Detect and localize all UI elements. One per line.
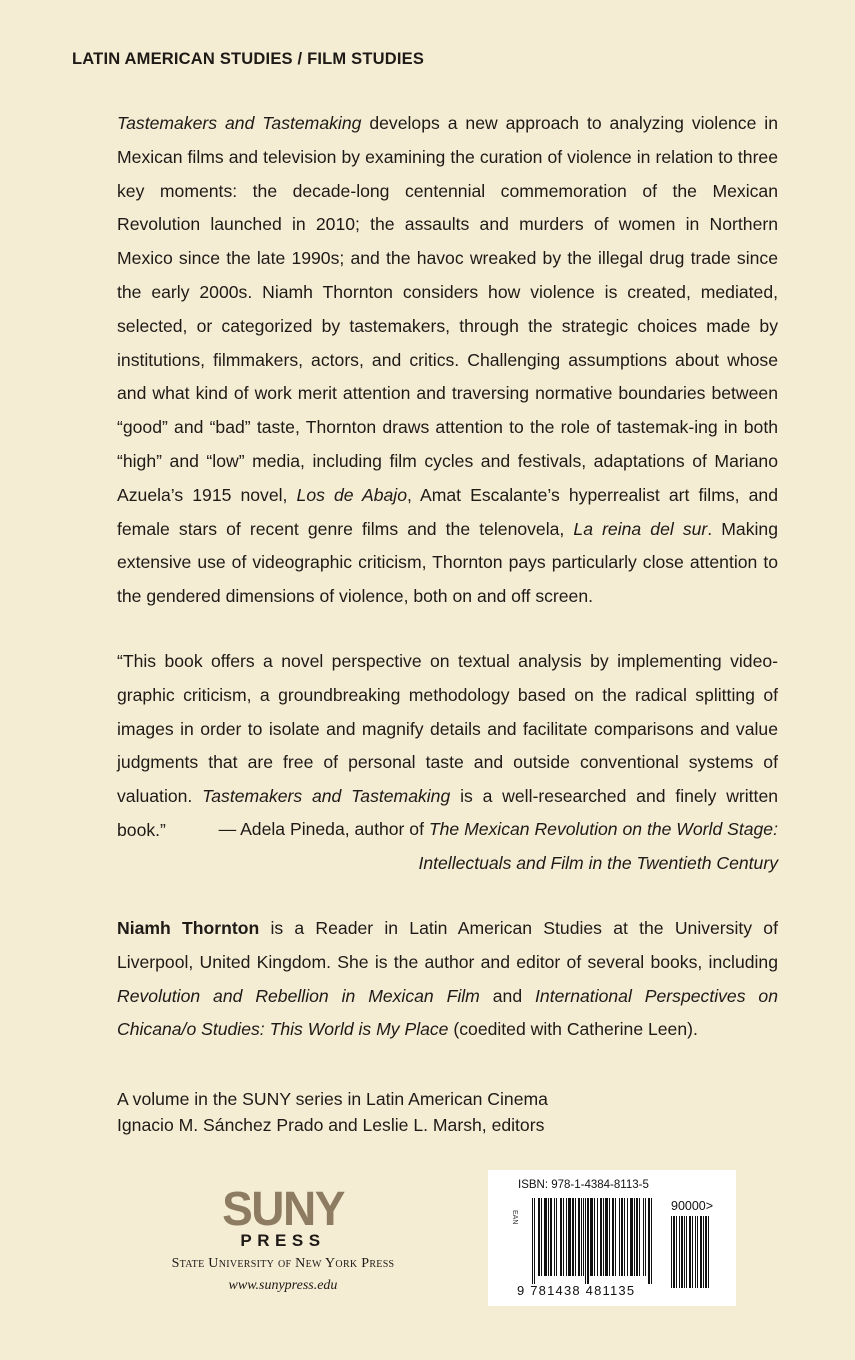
series-line-2: Ignacio M. Sánchez Prado and Leslie L. Marsh, editors (117, 1115, 545, 1135)
barcode-bar (590, 1198, 593, 1276)
barcode-bar (686, 1216, 687, 1288)
barcode-bar (563, 1198, 564, 1276)
isbn-label: ISBN: 978-1-4384-8113-5 (518, 1179, 649, 1191)
author-bio (117, 912, 778, 1047)
bio-text-2: and (479, 985, 536, 1006)
barcode-bar (572, 1198, 574, 1276)
barcode-bar (603, 1198, 604, 1276)
barcode-bar (538, 1198, 540, 1276)
barcode-bar (605, 1198, 608, 1276)
book-description (117, 107, 778, 614)
ean-barcode-bars (532, 1198, 662, 1284)
bio-book-2: International Perspectives on Chicana/o Studies: This World is My Place (117, 985, 778, 1040)
barcode-bar (708, 1216, 709, 1288)
bio-book-1: Revolution and Rebellion in Mexican Film (117, 985, 480, 1006)
barcode-bar (700, 1216, 702, 1288)
publisher-website: www.sunypress.edu (228, 1278, 338, 1293)
barcode-bar (703, 1216, 704, 1288)
quote-attribution (117, 813, 778, 881)
barcode-bar (621, 1198, 623, 1276)
barcode-bar (560, 1198, 562, 1276)
barcode-bar (705, 1216, 707, 1288)
bio-text-1: is a Reader in Latin American Studies at the University of Liverpool, United Kingdom. She is the author and editor of several books, including (117, 918, 778, 972)
barcode-bar (639, 1198, 640, 1276)
barcode-bar (597, 1198, 598, 1276)
barcode-bar (689, 1216, 691, 1288)
price-code: 90000> (671, 1199, 714, 1213)
barcode-bar (532, 1198, 533, 1284)
barcode-bar (671, 1216, 672, 1288)
barcode-bar (643, 1198, 644, 1276)
barcode-bar (679, 1216, 680, 1288)
barcode-bar (648, 1198, 650, 1284)
logo-press-word: PRESS (240, 1231, 326, 1250)
barcode-bar (585, 1198, 586, 1284)
barcode-bar (681, 1216, 683, 1288)
description-text-1: develops a new approach to analyzing violence in Mexican films and television by examining the curation of violence in relation to three key moments: the decade-long centennial commemoration of the Mexican Revolution launched in 2010; the assaults and murders of women in Northern Mexico since the late 1990s; and the havoc wreaked by the illegal drug trade since the early 2000s. Niamh Thornton considers how violence is created, mediated, selected, or categorized by tastemakers, through the strategic choices made by institutions, filmmakers, actors, and critics. Challenging assumptions about whose and what kind of work merit attention and traversing normative boundaries between “good” and “bad” taste, Thornton draws attention to the role of tastemak-ing in both “high” and “low” media, including film cycles and festivals, adaptations of Mariano Azuela’s 1915 novel, (117, 113, 779, 505)
logo-suny-word: SUNY (222, 1180, 344, 1236)
barcode-bar (684, 1216, 685, 1288)
barcode-bar (673, 1216, 675, 1288)
barcode-bar (556, 1198, 557, 1276)
attribution-line-2 (117, 847, 778, 881)
ean-number: 9 781438 481135 (517, 1283, 636, 1298)
barcode-bar (554, 1198, 555, 1276)
barcode-bar (583, 1198, 584, 1276)
barcode-bar (692, 1216, 693, 1288)
price-barcode-bars (671, 1216, 713, 1296)
publisher-name: State University of New York Press (171, 1256, 395, 1271)
description-text-2: , Amat Escalante’s hyperrealist art films, and female stars of recent genre films and the telenovela, (117, 484, 778, 539)
barcode-bar (581, 1198, 582, 1276)
barcode-bar (544, 1198, 547, 1276)
barcode-bar (619, 1198, 620, 1276)
quote-text-1: “This book offers a novel perspective on textual analysis by implementing video-graphic criticism, a groundbreaking methodology based on the radical splitting of images in order to isolate and magnify details and facilitate comparisons and value judgments that are free of personal taste and outside conventional systems of valuation. (117, 651, 778, 807)
barcode-bar (566, 1198, 567, 1276)
quote-text-2: is a well-researched and finely written book.” (117, 786, 779, 840)
bio-text-3: (coedited with Catherine Leen). (448, 1019, 698, 1040)
novel-title: Los de Abajo (296, 484, 407, 505)
barcode-bar (609, 1198, 610, 1276)
ean-label: EAN (511, 1210, 518, 1225)
subject-category: LATIN AMERICAN STUDIES / FILM STUDIES (72, 50, 425, 68)
barcode-bar (634, 1198, 635, 1276)
book-title: Tastemakers and Tastemaking (117, 113, 362, 133)
barcode-bar (645, 1198, 646, 1276)
barcode-bar (575, 1198, 576, 1276)
barcode-bar (548, 1198, 549, 1276)
isbn-barcode (488, 1170, 736, 1306)
attribution-book-1: The Mexican Revolution on the World Stage: (428, 819, 778, 839)
series-info (117, 1086, 778, 1138)
barcode-bar (600, 1198, 602, 1276)
telenovela-title: La reina del sur (573, 518, 708, 539)
barcode-bar (697, 1216, 698, 1288)
barcode-bar (550, 1198, 552, 1276)
barcode-bar (651, 1198, 652, 1284)
barcode-bar (578, 1198, 580, 1276)
attribution-prefix: — Adela Pineda, author of (218, 819, 429, 839)
barcode-bar (624, 1198, 625, 1276)
barcode-bar (615, 1198, 616, 1276)
quote-book-title: Tastemakers and Tastemaking (202, 786, 451, 807)
attribution-book-2: Intellectuals and Film in the Twentieth Century (418, 852, 778, 873)
barcode-bar (587, 1198, 589, 1284)
barcode-bar (695, 1216, 696, 1288)
suny-press-logo (148, 1180, 418, 1305)
barcode-bar (630, 1198, 633, 1276)
barcode-bar (534, 1198, 535, 1284)
barcode-bar (676, 1216, 677, 1288)
attribution-line-1 (117, 813, 778, 847)
series-line-1: A volume in the SUNY series in Latin American Cinema (117, 1089, 548, 1109)
barcode-bar (594, 1198, 595, 1276)
barcode-bar (568, 1198, 571, 1276)
author-name: Niamh Thornton (117, 918, 260, 938)
description-text-3: . Making extensive use of videographic criticism, Thornton pays particularly close attention to the gendered dimensions of violence, both on and off screen. (117, 518, 778, 607)
barcode-bar (627, 1198, 628, 1276)
barcode-bar (612, 1198, 614, 1276)
barcode-bar (541, 1198, 542, 1276)
barcode-bar (636, 1198, 638, 1276)
